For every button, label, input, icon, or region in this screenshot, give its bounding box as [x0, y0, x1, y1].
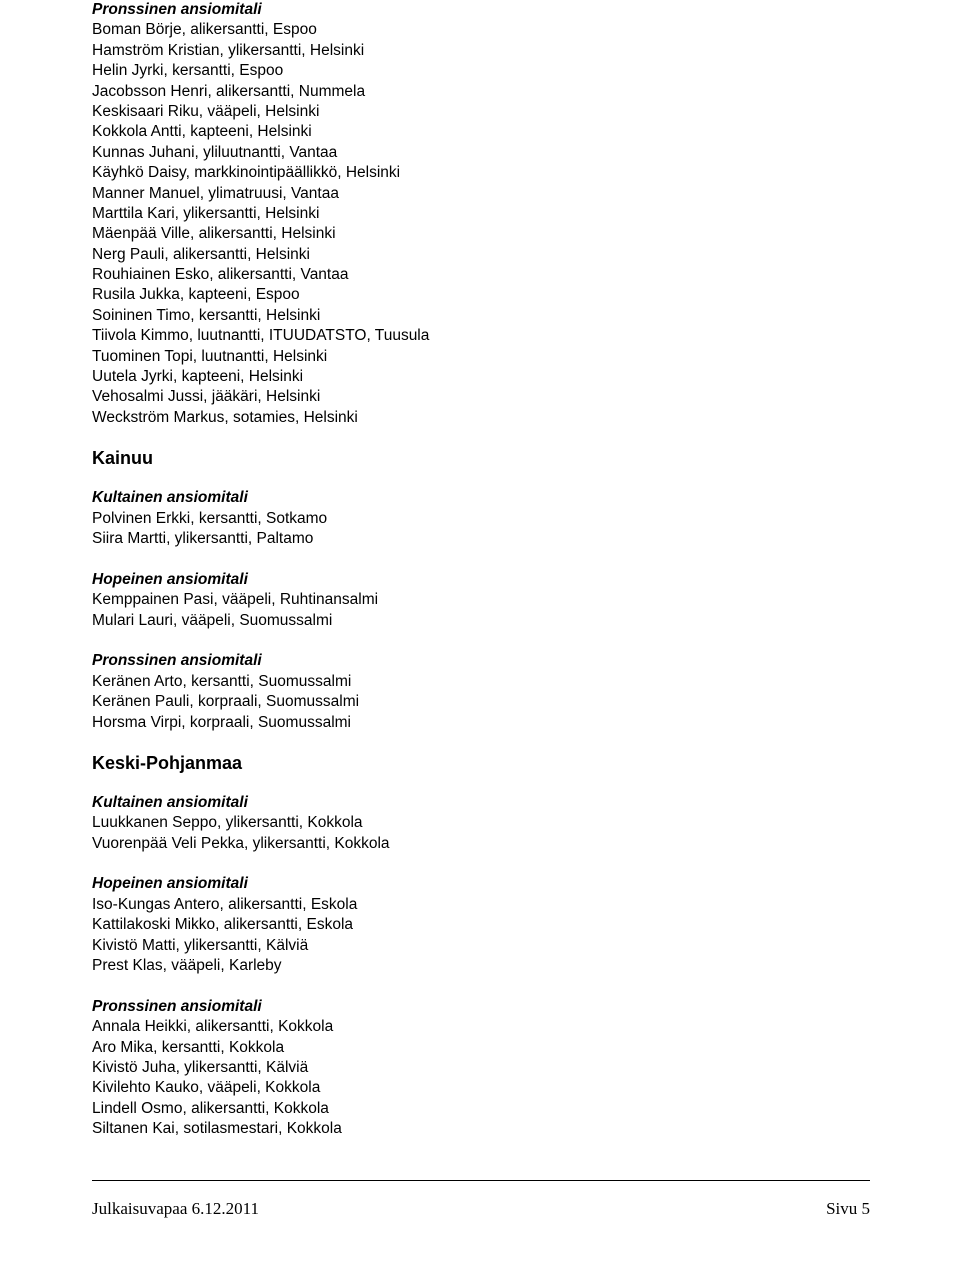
list-item: Tuominen Topi, luutnantti, Helsinki: [92, 347, 328, 365]
list-item: Prest Klas, vääpeli, Karleby: [92, 957, 282, 975]
footer-release-date: Julkaisuvapaa 6.12.2011: [92, 1199, 259, 1218]
list-item: Tiivola Kimmo, luutnantti, ITUUDATSTO, Tuusula: [92, 327, 430, 345]
list-item: Kivistö Juha, ylikersantti, Kälviä: [92, 1058, 309, 1076]
list-item: Keskisaari Riku, vääpeli, Helsinki: [92, 102, 320, 120]
list-item: Kokkola Antti, kapteeni, Helsinki: [92, 123, 312, 141]
list-item: Hamström Kristian, ylikersantti, Helsinki: [92, 41, 365, 59]
list-item: Annala Heikki, alikersantti, Kokkola: [92, 1018, 334, 1036]
list-item: Boman Börje, alikersantti, Espoo: [92, 21, 317, 39]
award-heading-silver: Hopeinen ansiomitali: [92, 875, 248, 893]
list-item: Luukkanen Seppo, ylikersantti, Kokkola: [92, 814, 363, 832]
list-item: Siltanen Kai, sotilasmestari, Kokkola: [92, 1120, 342, 1138]
region-heading-keski-pohjanmaa: Keski-Pohjanmaa: [92, 752, 243, 773]
spacer: [92, 733, 912, 752]
list-item: Kivilehto Kauko, vääpeli, Kokkola: [92, 1079, 321, 1097]
spacer: [92, 631, 912, 651]
list-item: Manner Manuel, ylimatruusi, Vantaa: [92, 184, 339, 202]
list-item: Horsma Virpi, korpraali, Suomussalmi: [92, 713, 351, 731]
list-item: Vuorenpää Veli Pekka, ylikersantti, Kokkola: [92, 834, 390, 852]
list-item: Käyhkö Daisy, markkinointipäällikkö, Helsinki: [92, 164, 401, 182]
list-item: Kivistö Matti, ylikersantti, Kälviä: [92, 936, 309, 954]
list-item: Iso-Kungas Antero, alikersantti, Eskola: [92, 895, 358, 913]
footer-page-number: Sivu 5: [826, 1199, 870, 1218]
award-list: [92, 1017, 912, 1139]
list-item: Helin Jyrki, kersantti, Espoo: [92, 62, 284, 80]
award-list: [92, 590, 912, 631]
list-item: Jacobsson Henri, alikersantti, Nummela: [92, 82, 366, 100]
list-item: Soininen Timo, kersantti, Helsinki: [92, 306, 321, 324]
spacer: [92, 428, 912, 447]
award-list: [92, 895, 912, 977]
award-heading-bronze: Pronssinen ansiomitali: [92, 997, 262, 1015]
list-item: Vehosalmi Jussi, jääkäri, Helsinki: [92, 388, 321, 406]
list-item: Rouhiainen Esko, alikersantti, Vantaa: [92, 266, 349, 284]
list-item: Nerg Pauli, alikersantti, Helsinki: [92, 245, 310, 263]
region-heading-kainuu: Kainuu: [92, 448, 153, 469]
list-item: Rusila Jukka, kapteeni, Espoo: [92, 286, 300, 304]
list-item: Keränen Arto, kersantti, Suomussalmi: [92, 672, 352, 690]
list-item: Kemppainen Pasi, vääpeli, Ruhtinansalmi: [92, 591, 379, 609]
award-list: [92, 20, 912, 428]
list-item: Mulari Lauri, vääpeli, Suomussalmi: [92, 611, 333, 629]
spacer: [92, 774, 912, 793]
list-item: Siira Martti, ylikersantti, Paltamo: [92, 529, 314, 547]
list-item: Marttila Kari, ylikersantti, Helsinki: [92, 204, 320, 222]
award-heading-silver: Hopeinen ansiomitali: [92, 570, 248, 588]
award-list: [92, 509, 912, 550]
award-list: [92, 672, 912, 733]
spacer: [92, 549, 912, 569]
spacer: [92, 469, 912, 488]
list-item: Polvinen Erkki, kersantti, Sotkamo: [92, 509, 328, 527]
award-heading-gold: Kultainen ansiomitali: [92, 793, 248, 811]
list-item: Uutela Jyrki, kapteeni, Helsinki: [92, 368, 304, 386]
spacer: [92, 976, 912, 996]
list-item: Kattilakoski Mikko, alikersantti, Eskola: [92, 916, 354, 934]
page-footer: [92, 1180, 870, 1241]
list-item: Lindell Osmo, alikersantti, Kokkola: [92, 1099, 329, 1117]
list-item: Keränen Pauli, korpraali, Suomussalmi: [92, 693, 360, 711]
award-heading-gold: Kultainen ansiomitali: [92, 489, 248, 507]
award-heading-bronze: Pronssinen ansiomitali: [92, 652, 262, 670]
list-item: Aro Mika, kersantti, Kokkola: [92, 1038, 285, 1056]
document-content: [92, 0, 912, 1140]
award-heading-bronze: Pronssinen ansiomitali: [92, 1, 262, 18]
spacer: [92, 854, 912, 874]
list-item: Mäenpää Ville, alikersantti, Helsinki: [92, 225, 336, 243]
list-item: Kunnas Juhani, yliluutnantti, Vantaa: [92, 143, 338, 161]
award-list: [92, 813, 912, 854]
list-item: Weckström Markus, sotamies, Helsinki: [92, 408, 358, 426]
